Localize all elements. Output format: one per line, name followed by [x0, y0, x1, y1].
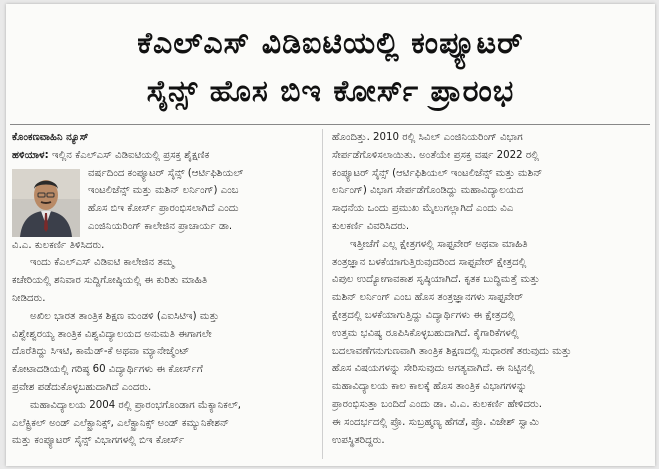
body-line: ದೊರೆತಿದ್ದು ಸಿಇಟಿ, ಕಾಮೆಡ್-ಕೆ ಅಥವಾ ಮ್ಯಾನೇಜ್ಮೆಂಟ್ — [12, 346, 190, 358]
body-line: ಇಲ್ಲಿನ ಕೆಎಲ್ಎಸ್ ವಿಡಿಐಟಿಯಲ್ಲಿ ಪ್ರಸಕ್ತ ಶೈಕ್ಷಣಿಕ — [51, 149, 210, 161]
body-line: ಕ್ಷೇತ್ರದಲ್ಲಿ ಬಳಕೆಯಾಗುತ್ತಿದ್ದು ವಿದ್ಯಾರ್ಥಿಗಳು ಈ ಕ್ಷೇತ್ರದಲ್ಲಿ — [332, 309, 516, 321]
body-line: ತಂತ್ರಜ್ಞಾನ ಬಳಕೆಯಾಗುತ್ತಿರುವುದರಿಂದ ಸಾಫ್ಟವೇರ್ ಕ್ಷೇತ್ರದಲ್ಲಿ — [332, 256, 527, 268]
body-line: ಕುಲಕರ್ಣಿ ವಿವರಿಸಿದರು. — [332, 220, 410, 232]
body-line: ಇಂಟಲಿಜೆನ್ಸ್ ಮತ್ತು ಮಶಿನ್ ಲರ್ನಿಂಗ್) ಎಂಬ — [88, 185, 239, 197]
body-line: ಹೊಸ ಬಿಇ ಕೋರ್ಸ್ ಪ್ರಾರಂಭಿಸಲಾಗಿದೆ ಎಂದು — [88, 203, 239, 215]
photo-row — [12, 165, 314, 237]
article-column-left — [12, 129, 314, 450]
article-column-right — [332, 129, 648, 449]
headline-divider — [10, 124, 650, 125]
body-line: ವಿ.ಎ. ಕುಲಕರ್ಣಿ ತಿಳಿಸಿದರು. — [12, 239, 105, 251]
body-line: ವಿಶ್ವೇಶ್ವರಯ್ಯ ತಾಂತ್ರಿಕ ವಿಶ್ವವಿದ್ಯಾಲಯದ ಅನುಮತಿ ಈಗಾಗಲೇ — [12, 328, 212, 340]
body-line: ಕಂಪ್ಯೂಟರ್ ಸೈನ್ಸ್ (ಆರ್ಟಿಫಿಶಿಯಲ್ ಇಂಟಲಿಜೆನ್ಸ್ ಮತ್ತು ಮಶಿನ್ — [332, 167, 543, 179]
dateline: ಹಳಿಯಾಳ: — [12, 149, 49, 161]
body-line: ಈ ಸಂದರ್ಭದಲ್ಲಿ ಪ್ರೊ. ಸುಬ್ರಹ್ಮಣ್ಯ ಹೆಗಡೆ, ಪ್ರೊ. ವಿಜೇಶ್ ಸ್ವಾಮಿ — [332, 416, 540, 428]
body-line: ಇತ್ತೀಚೆಗೆ ಎಲ್ಲ ಕ್ಷೇತ್ರಗಳಲ್ಲಿ ಸಾಫ್ಟವೇರ್ ಅಥವಾ ಮಾಹಿತಿ — [350, 238, 528, 250]
body-line: ಪ್ರಾರಂಭಿಸುತ್ತಾ ಬಂದಿದೆ ಎಂದು ಡಾ. ವಿ.ಎ. ಕುಲಕರ್ಣಿ ಹೇಳಿದರು. — [332, 398, 542, 410]
body-line: ಲರ್ನಿಂಗ್) ವಿಭಾಗ ಸೇರ್ಪಡೆಗೊಂಡಿದ್ದು ಮಹಾವಿದ್ಯಾಲಯದ — [332, 185, 524, 197]
body-line: ಮಹಾವಿದ್ಯಾಲಯ 2004 ರಲ್ಲಿ ಪ್ರಾರಂಭಗೊಂಡಾಗ ಮೆಕ್ಯಾನಿಕಲ್, — [30, 399, 242, 411]
body-line: ಎಲೆಕ್ಟ್ರಿಕಲ್ ಅಂಡ್ ಎಲೆಕ್ಟ್ರಾನಿಕ್ಸ್, ಎಲೆಕ್ಟ್ರಾನಿಕ್ಸ್ ಅಂಡ್ ಕಮ್ಯುನಿಕೇಶನ್ — [12, 417, 229, 429]
body-line: ಇಂದು ಕೆಎಲ್ಎಸ್ ವಿಡಿಐಟಿ ಕಾಲೇಜಿನ ತಮ್ಮ — [30, 257, 174, 269]
body-line: ಎಂಜಿನಿಯರಿಂಗ್ ಕಾಲೇಜಿನ ಪ್ರಾಚಾರ್ಯ ಡಾ. — [88, 220, 233, 232]
body-line: ಬದಲಾವಣೆಗನುಗುಣವಾಗಿ ತಾಂತ್ರಿಕ ಶಿಕ್ಷಣದಲ್ಲಿ ಸುಧಾರಣೆ ತರುವುದು ಮತ್ತು — [332, 345, 572, 357]
body-line: ನೀಡಿದರು. — [12, 292, 46, 304]
body-line: ಮಹಾವಿದ್ಯಾಲಯ ಕಾಲ ಕಾಲಕ್ಕೆ ಹೊಸ ತಾಂತ್ರಿಕ ವಿಭಾಗಗಳನ್ನು — [332, 381, 527, 393]
body-line: ಉಪಸ್ಥಿತರಿದ್ದರು. — [332, 434, 385, 446]
body-line: ಮಶಿನ್ ಲರ್ನಿಂಗ್ ಎಂಬ ಹೊಸ ತಂತ್ರಜ್ಞಾನಗಳು ಸಾಫ್ಟವೇರ್ — [332, 292, 524, 304]
headline-line-2: ಸೈನ್ಸ್ ಹೊಸ ಬಿಇ ಕೋರ್ಸ್ ಪ್ರಾರಂಭ — [146, 74, 515, 109]
body-line: ಕೋಟಾದಡಿಯಲ್ಲಿ ಗರಿಷ್ಠ 60 ವಿದ್ಯಾರ್ಥಿಗಳು ಈ ಕೋರ್ಸ್‌ಗೆ — [12, 364, 203, 376]
body-line: ಹೊಸ ವಿಷಯಗಳನ್ನು ಸೇರಿಸುವುದು ಅಗತ್ಯವಾಗಿದೆ. ಈ ನಿಟ್ಟಿನಲ್ಲಿ — [332, 363, 535, 375]
byline: ಕೊಂಕಣವಾಹಿನಿ ನ್ಯೂಸ್ — [12, 132, 89, 143]
body-line: ಅಖಿಲ ಭಾರತ ತಾಂತ್ರಿಕ ಶಿಕ್ಷಣ ಮಂಡಳಿ (ಎಐಸಿಟಿಇ) ಮತ್ತು — [30, 310, 220, 322]
headline-line-1: ಕೆಎಲ್ಎಸ್ ವಿಡಿಐಟಿಯಲ್ಲಿ ಕಂಪ್ಯೂಟರ್ — [137, 26, 524, 61]
body-line: ಸಾಧನೆಯ ಒಂದು ಪ್ರಮುಖ ಮೈಲುಗಲ್ಲಾಗಿದೆ ಎಂದು ವಿಎ — [332, 203, 514, 215]
body-line: ವರ್ಷದಿಂದ ಕಂಪ್ಯೂಟರ್ ಸೈನ್ಸ್ (ಆರ್ಟಿಫಿಶಿಯಲ್ — [88, 167, 244, 179]
principal-photo — [12, 169, 80, 237]
newspaper-clipping — [6, 4, 655, 466]
body-line: ಪ್ರವೇಶ ಪಡೆದುಕೊಳ್ಳಬಹುದಾಗಿದೆ ಎಂದರು. — [12, 381, 152, 393]
body-line: ಕಚೇರಿಯಲ್ಲಿ ಶನಿವಾರ ಸುದ್ದಿಗೋಷ್ಠಿಯಲ್ಲಿ ಈ ಕುರಿತು ಮಾಹಿತಿ — [12, 275, 208, 287]
body-line: ಹೊಂದಿತ್ತು. 2010 ರಲ್ಲಿ ಸಿವಿಲ್ ಎಂಜಿನಿಯರಿಂಗ್ ವಿಭಾಗ — [332, 132, 523, 143]
body-line: ಮತ್ತು ಕಂಪ್ಯೂಟರ್ ಸೈನ್ಸ್ ವಿಭಾಗಗಳಲ್ಲಿ ಬಿಇ ಕೋರ್ಸ್ — [12, 435, 185, 447]
body-line: ಸೇರ್ಪಡೆಗೊಳಿಸಲಾಯಿತು. ಅಂತೆಯೇ ಪ್ರಸಕ್ತ ವರ್ಷ 2022 ರಲ್ಲಿ — [332, 149, 539, 161]
body-line: ವಿಪುಲ ಉದ್ಯೋಗಾವಕಾಶ ಸೃಷ್ಠಿಯಾಗಿದೆ. ಕೃತಕ ಬುದ್ಧಿಮತ್ತೆ ಮತ್ತು — [332, 274, 540, 286]
body-line: ಉತ್ತಮ ಭವಿಷ್ಯ ರೂಪಿಸಿಕೊಳ್ಳಬಹುದಾಗಿದೆ. ಕೈಗಾರಿಕೆಗಳಲ್ಲಿ — [332, 327, 519, 339]
column-rule — [322, 129, 323, 459]
